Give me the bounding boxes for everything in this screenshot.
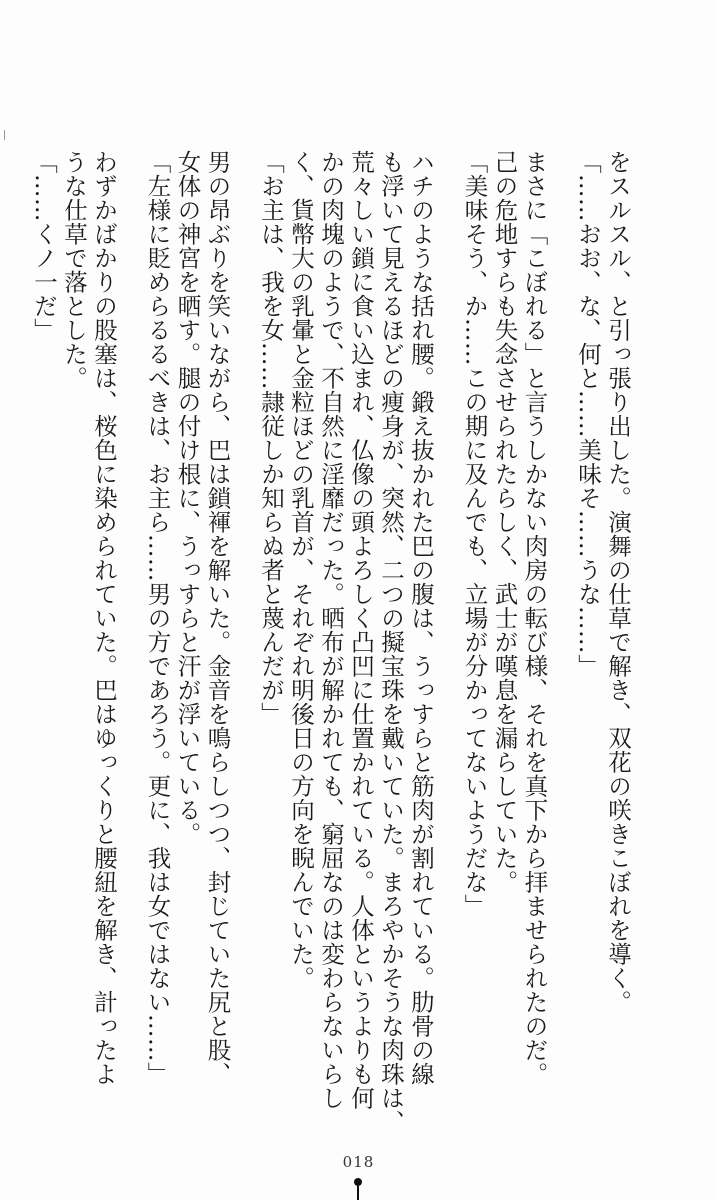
text-line: 己の危地すらも失念させられたらしく、武士が嘆息を漏らしていた。 bbox=[490, 150, 519, 894]
text-line: 男の昂ぶりを笑いながら、巴は鎖褌を解いた。金音を鳴らしつつ、封じていた尻と股、 bbox=[203, 150, 232, 1086]
text-line: 「……くノ一だ」 bbox=[30, 150, 58, 342]
text-line: 「左様に貶めらるるべきは、お主ら……男の方であろう。更に、我は女ではない……」 bbox=[143, 150, 172, 1086]
text-line: かの肉塊のようで、不自然に淫靡だった。晒布が解かれても、窮屈なのは変わらないらし bbox=[317, 150, 345, 1110]
page-marker-dot bbox=[354, 1178, 362, 1186]
text-line: 「お主は、我を女……隷従しか知らぬ者と蔑んだが」 bbox=[257, 150, 285, 726]
text-line: うな仕草で落とした。 bbox=[60, 150, 88, 390]
text-line: ハチのような括れ腰。鍛え抜かれた巴の腹は、うっすらと筋肉が割れている。肋骨の線 bbox=[407, 150, 435, 1086]
page-number: 018 bbox=[342, 1153, 375, 1171]
text-line: をスルスル、と引っ張り出した。演舞の仕草で解き、双花の咲きこぼれを導く。 bbox=[604, 150, 632, 1014]
text-line: わずかばかりの股塞は、桜色に染められていた。巴はゆっくりと腰紐を解き、計ったよ bbox=[90, 150, 118, 1086]
text-line: く、貨幣大の乳暈と金粒ほどの乳首が、それぞれ明後日の方向を睨んでいた。 bbox=[287, 150, 315, 990]
page-edge-mark bbox=[4, 130, 5, 140]
text-line: 「……おお、な、何と……美味そ……うな……」 bbox=[574, 150, 602, 678]
page-marker-line bbox=[357, 1186, 359, 1200]
text-line: 「美味そう、か……この期に及んでも、立場が分かってないようだな」 bbox=[460, 150, 489, 918]
text-line: 女体の神宮を晒す。腿の付け根に、うっすらと汗が浮いている。 bbox=[173, 150, 202, 846]
text-line: も浮いて見えるほどの痩身が、突然、二つの擬宝珠を戴いていた。まろやかそうな肉珠は、 bbox=[377, 150, 405, 1134]
text-line: まさに「こぼれる」と言うしかない肉房の転び様、それを真下から拝ませられたのだ。 bbox=[520, 150, 549, 1086]
text-line: 荒々しい鎖に食い込まれ、仏像の頭よろしく凸凹に仕置かれている。人体というよりも何 bbox=[347, 150, 375, 1110]
body-text bbox=[30, 150, 633, 1134]
